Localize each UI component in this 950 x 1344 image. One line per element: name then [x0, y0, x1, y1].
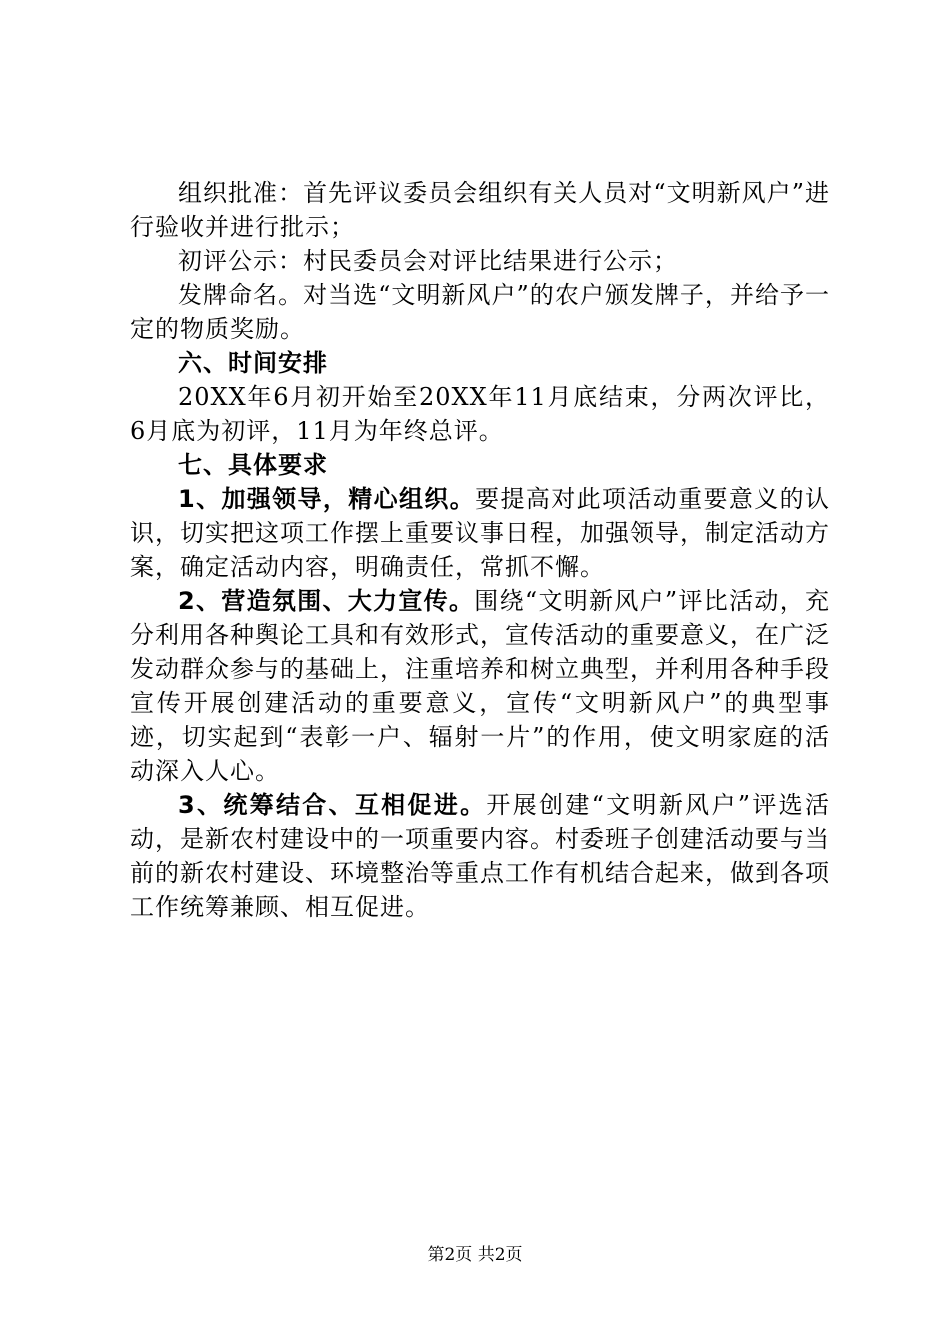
requirement-item-1 — [130, 482, 830, 584]
section-heading-schedule: 六、时间安排 — [178, 349, 328, 377]
paragraph-schedule — [130, 380, 830, 448]
paragraph-publicity — [130, 244, 830, 278]
requirement-item-2 — [130, 584, 830, 788]
requirement-lead: 3、统筹结合、互相促进。 — [178, 791, 487, 819]
requirement-lead: 2、营造氛围、大力宣传。 — [178, 587, 475, 615]
requirement-item-3 — [130, 788, 830, 924]
paragraph-naming — [130, 278, 830, 346]
paragraph-text: 20XX年6月初开始至20XX年11月底结束，分两次评比，6月底为初评，11月为年终总评。 — [130, 383, 830, 445]
document-body — [130, 176, 830, 924]
page-number-label: 第2页 共2页 — [427, 1245, 523, 1265]
requirement-text: 开展创建“文明新风户”评选活动，是新农村建设中的一项重要内容。村委班子创建活动要与当前的新农村建设、环境整治等重点工作有机结合起来，做到各项工作统筹兼顾、相互促进。 — [130, 791, 830, 921]
paragraph-text: 初评公示：村民委员会对评比结果进行公示； — [178, 247, 678, 275]
requirement-lead: 1、加强领导，精心组织。 — [178, 485, 476, 513]
paragraph-text: 发牌命名。对当选“文明新风户”的农户颁发牌子，并给予一定的物质奖励。 — [130, 281, 830, 343]
requirement-text: 围绕“文明新风户”评比活动，充分利用各种舆论工具和有效形式，宣传活动的重要意义，在广泛发动群众参与的基础上，注重培养和树立典型，并利用各种手段宣传开展创建活动的重要意义，宣传“文明新风户”的典型事迹，切实起到“表彰一户、辐射一片”的作用，使文明家庭的活动深入人心。 — [130, 587, 830, 785]
section-heading-requirements: 七、具体要求 — [178, 451, 328, 479]
requirement-text: 要提高对此项活动重要意义的认识，切实把这项工作摆上重要议事日程，加强领导，制定活动方案，确定活动内容，明确责任，常抓不懈。 — [130, 485, 831, 581]
paragraph-approval — [130, 176, 830, 244]
page-footer — [0, 1244, 950, 1266]
paragraph-text: 组织批准：首先评议委员会组织有关人员对“文明新风户”进行验收并进行批示； — [130, 179, 830, 241]
